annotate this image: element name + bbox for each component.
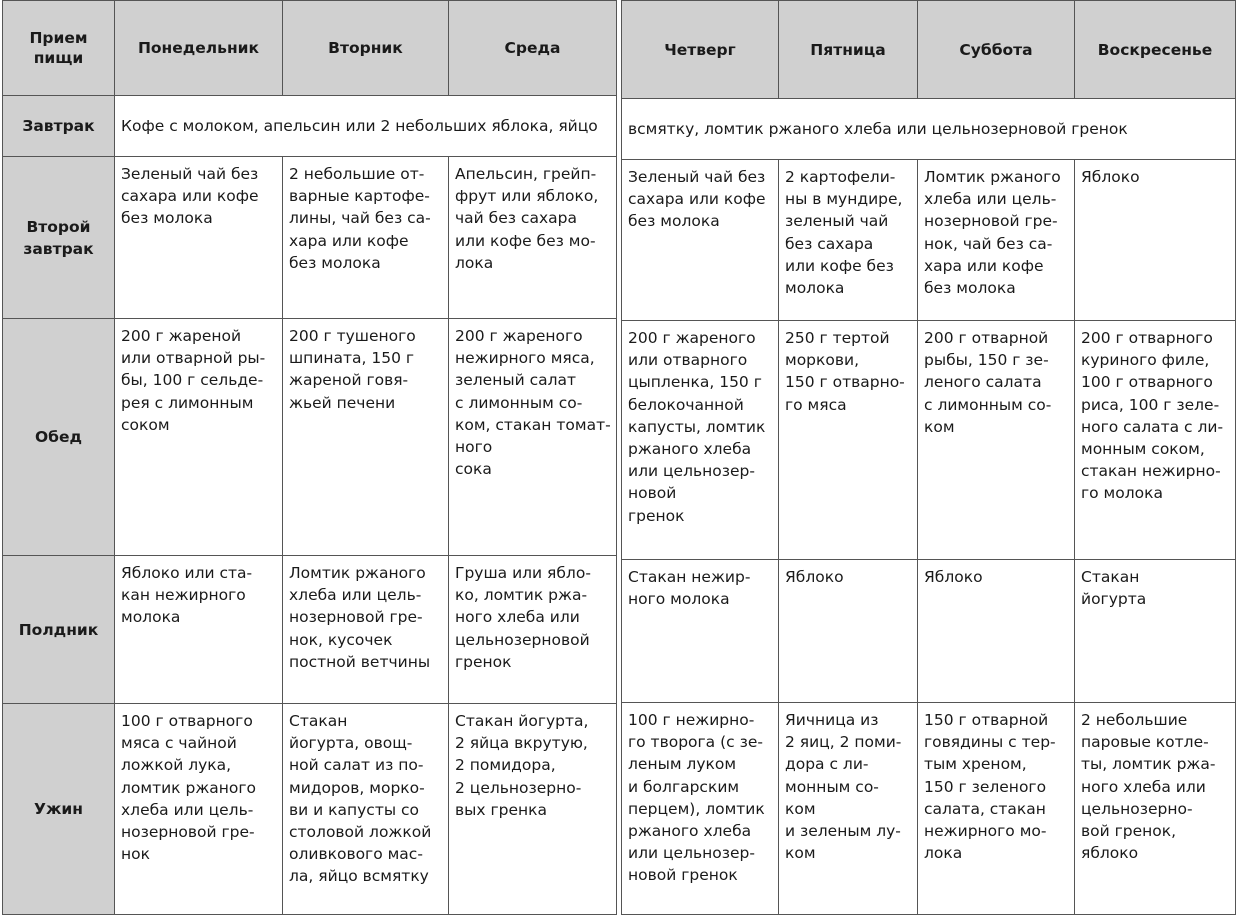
menu-table-left: [2, 0, 617, 915]
cell-obed-wed: 200 г жареного нежирного мяса, зеленый салат с лимонным со- ком, стакан томат- ного сока: [449, 319, 617, 556]
cell-vtoroy-sat: Ломтик ржаного хлеба или цель- нозерновой гре- нок, чай без са- хара или кофе без молока: [918, 160, 1075, 321]
cell-obed-fri: 250 г тертой моркови, 150 г отварно- го мяса: [779, 321, 918, 560]
menu-table-right: [621, 0, 1236, 915]
meal-label-uzhin: Ужин: [3, 704, 115, 915]
table-row-uzhin-right: [622, 703, 1236, 915]
left-page: [0, 0, 618, 915]
cell-vtoroy-sun: Яблоко: [1075, 160, 1236, 321]
table-row-vtoroy-zavtrak: [3, 157, 617, 319]
table-row-zavtrak-right: [622, 99, 1236, 160]
day-header-wednesday: Среда: [449, 1, 617, 96]
day-header-friday: Пятница: [779, 1, 918, 99]
meal-label-poldnik: Полдник: [3, 556, 115, 704]
cell-vtoroy-wed: Апельсин, грейп- фрут или яблоко, чай без сахара или кофе без мо- лока: [449, 157, 617, 319]
table-row-zavtrak: [3, 96, 617, 157]
cell-uzhin-tue: Стакан йогурта, овощ- ной салат из по- мидоров, морко- ви и капусты со столовой ложкой оливкового мас- ла, яйцо всмятку: [283, 704, 449, 915]
day-header-monday: Понедельник: [115, 1, 283, 96]
cell-vtoroy-thu: Зеленый чай без сахара или кофе без молока: [622, 160, 779, 321]
meal-column-header: Прием пищи: [3, 1, 115, 96]
zavtrak-cell-right: всмятку, ломтик ржаного хлеба или цельнозерновой гренок: [622, 99, 1236, 160]
day-header-tuesday: Вторник: [283, 1, 449, 96]
cell-vtoroy-tue: 2 небольшие от- варные картофе- лины, чай без са- хара или кофе без молока: [283, 157, 449, 319]
table-row-poldnik-right: [622, 560, 1236, 703]
meal-label-zavtrak: Завтрак: [3, 96, 115, 157]
cell-obed-thu: 200 г жареного или отварного цыпленка, 150 г белокочанной капусты, ломтик ржаного хлеба или цельнозер- новой гренок: [622, 321, 779, 560]
cell-poldnik-fri: Яблоко: [779, 560, 918, 703]
header-row-right: [622, 1, 1236, 99]
cell-vtoroy-mon: Зеленый чай без сахара или кофе без молока: [115, 157, 283, 319]
cell-uzhin-fri: Яичница из 2 яиц, 2 поми- дора с ли- монным со- ком и зеленым лу- ком: [779, 703, 918, 915]
cell-uzhin-sat: 150 г отварной говядины с тер- тым хреном, 150 г зеленого салата, стакан нежирного мо- лока: [918, 703, 1075, 915]
cell-poldnik-tue: Ломтик ржаного хлеба или цель- нозерновой гре- нок, кусочек постной ветчины: [283, 556, 449, 704]
cell-uzhin-sun: 2 небольшие паровые котле- ты, ломтик ржа- ного хлеба или цельнозерно- вой гренок, яблоко: [1075, 703, 1236, 915]
cell-poldnik-sun: Стакан йогурта: [1075, 560, 1236, 703]
cell-uzhin-mon: 100 г отварного мяса с чайной ложкой лука, ломтик ржаного хлеба или цель- нозерновой гре- нок: [115, 704, 283, 915]
cell-poldnik-sat: Яблоко: [918, 560, 1075, 703]
cell-obed-sat: 200 г отварной рыбы, 150 г зе- леного салата с лимонным со- ком: [918, 321, 1075, 560]
cell-uzhin-thu: 100 г нежирно- го творога (с зе- леным луком и болгарским перцем), ломтик ржаного хлеба или цельнозер- новой гренок: [622, 703, 779, 915]
table-row-poldnik: [3, 556, 617, 704]
cell-poldnik-thu: Стакан нежир- ного молока: [622, 560, 779, 703]
cell-obed-sun: 200 г отварного куриного филе, 100 г отварного риса, 100 г зеле- ного салата с ли- монным соком, стакан нежирно- го молока: [1075, 321, 1236, 560]
cell-obed-mon: 200 г жареной или отварной ры- бы, 100 г сельде- рея с лимонным соком: [115, 319, 283, 556]
meal-label-obed: Обед: [3, 319, 115, 556]
cell-poldnik-mon: Яблоко или ста- кан нежирного молока: [115, 556, 283, 704]
day-header-sunday: Воскресенье: [1075, 1, 1236, 99]
cell-obed-tue: 200 г тушеного шпината, 150 г жареной говя- жьей печени: [283, 319, 449, 556]
table-row-obed: [3, 319, 617, 556]
table-row-uzhin: [3, 704, 617, 915]
cell-uzhin-wed: Стакан йогурта, 2 яйца вкрутую, 2 помидора, 2 цельнозерно- вых гренка: [449, 704, 617, 915]
meal-label-vtoroy-zavtrak: Второй завтрак: [3, 157, 115, 319]
table-row-obed-right: [622, 321, 1236, 560]
zavtrak-cell-left: Кофе с молоком, апельсин или 2 небольших яблока, яйцо: [115, 96, 617, 157]
day-header-thursday: Четверг: [622, 1, 779, 99]
day-header-saturday: Суббота: [918, 1, 1075, 99]
table-row-vtoroy-zavtrak-right: [622, 160, 1236, 321]
cell-poldnik-wed: Груша или ябло- ко, ломтик ржа- ного хлеба или цельнозерновой гренок: [449, 556, 617, 704]
cell-vtoroy-fri: 2 картофели- ны в мундире, зеленый чай без сахара или кофе без молока: [779, 160, 918, 321]
right-page: [620, 0, 1237, 915]
header-row: [3, 1, 617, 96]
